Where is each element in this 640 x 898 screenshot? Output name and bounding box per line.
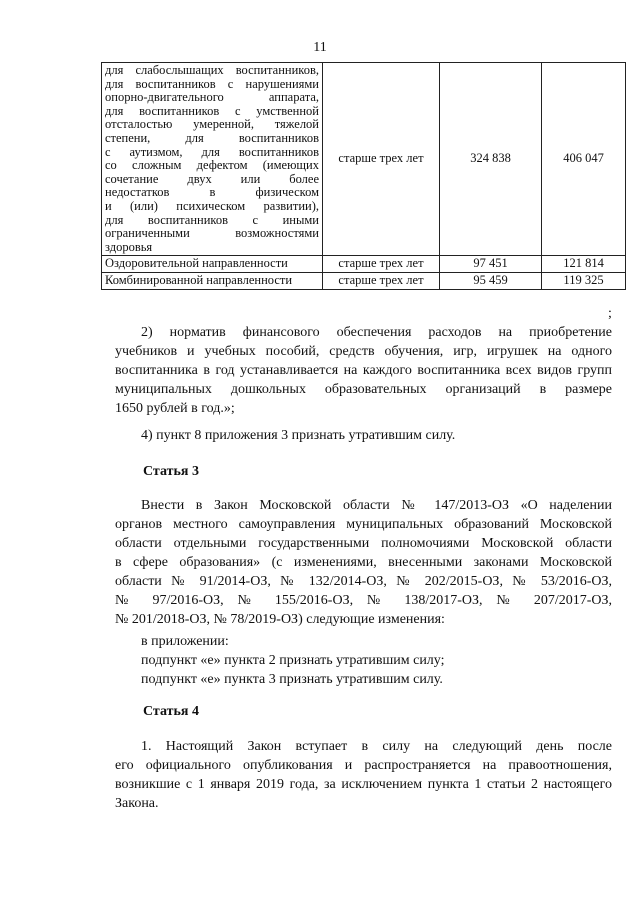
- group-type-line: для слабослышащих воспитанников,: [105, 63, 319, 77]
- norm-value-1-cell: 324 838: [440, 63, 542, 256]
- group-type-line: со сложным дефектом (имеющих: [105, 158, 319, 173]
- article-3-line: органов местного самоуправления муниципальных образований Московской: [115, 517, 612, 532]
- group-type-line: опорно-двигательного аппарата,: [105, 90, 319, 105]
- table-row: [102, 256, 626, 273]
- funding-norms-table: [101, 62, 626, 290]
- article-3-line: № 201/2018-ОЗ, № 78/2019-ОЗ) следующие изменения:: [115, 612, 445, 627]
- paragraph-item-2-line: 2) норматив финансового обеспечения расходов на приобретение: [141, 325, 612, 340]
- paragraph-item-4-text: 4) пункт 8 приложения 3 признать утратившим силу.: [141, 428, 456, 443]
- table-body: [102, 63, 626, 290]
- article-3-body: [115, 496, 612, 629]
- norm-value-1-cell: 97 451: [440, 256, 542, 273]
- paragraph-item-2-line: 1650 рублей в год.»;: [115, 401, 235, 416]
- norm-value-2-cell: 119 325: [542, 272, 626, 289]
- group-type-line: для воспитанников с умственной: [105, 103, 319, 118]
- group-type-line: Оздоровительной направленности: [105, 256, 288, 271]
- paragraph-item-2: [115, 323, 612, 418]
- article-4-heading: Статья 4: [143, 704, 199, 719]
- article-3-line: № 97/2016-ОЗ, № 155/2016-ОЗ, № 138/2017-ОЗ, № 207/2017-ОЗ,: [115, 593, 612, 608]
- article-4-line: Закона.: [115, 796, 159, 811]
- article-4-line: возникшие с 1 января 2019 года, за исключением пункта 1 статьи 2 настоящего: [115, 777, 612, 792]
- group-type-line: степени, для воспитанников: [105, 130, 319, 145]
- table-row: [102, 272, 626, 289]
- article-3-heading: Статья 3: [143, 464, 199, 479]
- article-3-line: области № 91/2014-ОЗ, № 132/2014-ОЗ, № 202/2015-ОЗ, № 53/2016-ОЗ,: [115, 574, 612, 589]
- article-4-line: 1. Настоящий Закон вступает в силу на следующий день после: [141, 739, 612, 754]
- age-cell: старше трех лет: [323, 256, 440, 273]
- group-type-line: сочетание двух или более: [105, 171, 319, 186]
- table-end-semicolon: ;: [608, 306, 612, 321]
- appendix-intro: в приложении:: [141, 634, 229, 649]
- group-type-line: и (или) психическом развитии),: [105, 198, 319, 213]
- group-type-line: с аутизмом, для воспитанников: [105, 144, 319, 159]
- norm-value-2-cell: 121 814: [542, 256, 626, 273]
- norm-value-1-cell: 95 459: [440, 272, 542, 289]
- group-type-line: для воспитанников с иными: [105, 212, 319, 227]
- page-number: 11: [313, 40, 327, 55]
- group-type-line: недостатков в физическом: [105, 185, 319, 200]
- appendix-changes: [115, 632, 612, 689]
- article-4-line: его официального опубликования и распространяется на правоотношения,: [115, 758, 612, 773]
- group-type-line: здоровья: [105, 239, 153, 254]
- appendix-item-1: подпункт «е» пункта 2 признать утратившим силу;: [141, 653, 445, 668]
- paragraph-item-2-line: воспитанника в год устанавливается на каждого воспитанника всех видов групп: [115, 363, 612, 378]
- norm-value-2-cell: 406 047: [542, 63, 626, 256]
- group-type-cell: [102, 63, 323, 256]
- paragraph-item-2-line: учебников и учебных пособий, средств обучения, игр, игрушек на одного: [115, 344, 612, 359]
- appendix-item-2: подпункт «е» пункта 3 признать утратившим силу.: [141, 672, 443, 687]
- paragraph-item-4: [115, 426, 612, 445]
- age-cell: старше трех лет: [323, 272, 440, 289]
- article-3-line: Внести в Закон Московской области № 147/2013-ОЗ «О наделении: [141, 498, 612, 513]
- group-type-line: отсталостью умеренной, тяжелой: [105, 117, 319, 132]
- group-type-line: Комбинированной направленности: [105, 272, 293, 287]
- paragraph-item-2-line: муниципальных дошкольных образовательных организаций в размере: [115, 382, 612, 397]
- group-type-cell: [102, 256, 323, 273]
- article-4-body: [115, 737, 612, 813]
- group-type-cell: [102, 272, 323, 289]
- article-3-line: области отдельными государственными полномочиями Московской области: [115, 536, 612, 551]
- group-type-line: для воспитанников с нарушениями: [105, 76, 319, 91]
- article-3-line: в сфере образования» (с изменениями, внесенными законами Московской: [115, 555, 612, 570]
- group-type-line: ограниченными возможностями: [105, 226, 319, 241]
- age-cell: старше трех лет: [323, 63, 440, 256]
- table-row: [102, 63, 626, 256]
